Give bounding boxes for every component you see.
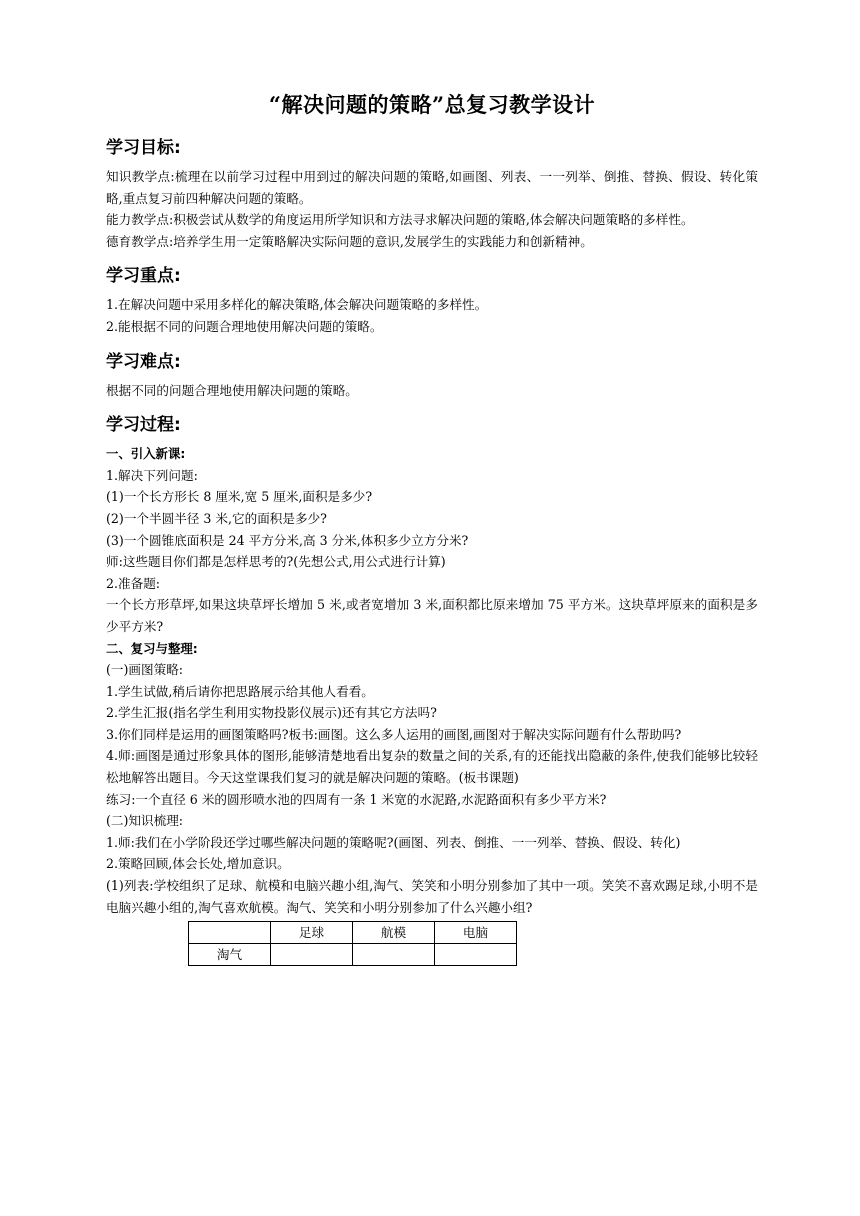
difficulties-heading: 学习难点: bbox=[106, 351, 181, 372]
difficulties-paragraph: 根据不同的问题合理地使用解决问题的策略。 bbox=[106, 382, 358, 398]
process-paragraph: 一个长方形草坪,如果这块草坪长增加 5 米,或者宽增加 3 米,面积都比原来增加 75 平方米。这块草坪原来的面积是多少平方米? bbox=[106, 597, 758, 634]
key-points-paragraph: 2.能根据不同的问题合理地使用解决问题的策略。 bbox=[106, 318, 383, 334]
process-paragraph: 2.准备题: bbox=[106, 575, 161, 591]
document-content bbox=[106, 88, 758, 966]
process-paragraph: (一)画图策略: bbox=[106, 662, 184, 678]
process-paragraph: 1.解决下列问题: bbox=[106, 467, 198, 483]
process-paragraph: (2)一个半圆半径 3 米,它的面积是多少? bbox=[106, 510, 327, 526]
process-paragraph: 1.学生试做,稍后请你把思路展示给其他人看看。 bbox=[106, 683, 374, 699]
objectives-paragraph: 能力教学点:积极尝试从数学的角度运用所学知识和方法寻求解决问题的策略,体会解决问题策略的多样性。 bbox=[106, 212, 694, 228]
part1-title: 一、引入新课: bbox=[106, 446, 186, 462]
table-header-cell bbox=[189, 922, 271, 944]
table-cell bbox=[435, 944, 517, 966]
document-title: “解决问题的策略”总复习教学设计 bbox=[268, 92, 596, 117]
process-paragraph: (3)一个圆锥底面积是 24 平方分米,高 3 分米,体积多少立方分米? bbox=[106, 532, 469, 548]
table-header-cell: 电脑 bbox=[435, 922, 517, 944]
table-header-cell: 航模 bbox=[353, 922, 435, 944]
process-paragraph: 练习:一个直径 6 米的圆形喷水池的四周有一条 1 米宽的水泥路,水泥路面积有多少平方米? bbox=[106, 791, 607, 807]
objectives-heading: 学习目标: bbox=[106, 138, 181, 158]
process-paragraph: 2.策略回顾,体会长处,增加意识。 bbox=[106, 856, 290, 872]
process-paragraph: (二)知识梳理: bbox=[106, 813, 184, 829]
table-cell: 淘气 bbox=[189, 944, 271, 966]
table-row bbox=[189, 944, 517, 966]
key-points-heading: 学习重点: bbox=[106, 266, 181, 287]
process-paragraph: (1)一个长方形长 8 厘米,宽 5 厘米,面积是多少? bbox=[106, 489, 373, 505]
process-paragraph: 1.师:我们在小学阶段还学过哪些解决问题的策略呢?(画图、列表、倒推、一一列举、替换、假设、转化) bbox=[106, 834, 681, 850]
objectives-paragraph: 知识教学点:梳理在以前学习过程中用到过的解决问题的策略,如画图、列表、一一列举、倒推、替换、假设、转化策略,重点复习前四种解决问题的策略。 bbox=[106, 169, 758, 206]
part2-title: 二、复习与整理: bbox=[106, 640, 198, 656]
process-paragraph: 2.学生汇报(指名学生利用实物投影仪展示)还有其它方法吗? bbox=[106, 705, 437, 721]
process-paragraph: (1)列表:学校组织了足球、航模和电脑兴趣小组,淘气、笑笑和小明分别参加了其中一项。笑笑不喜欢踢足球,小明不是电脑兴趣小组的,淘气喜欢航模。淘气、笑笑和小明分别参加了什么兴趣小组? bbox=[106, 878, 758, 915]
table-header-cell: 足球 bbox=[271, 922, 353, 944]
process-paragraph: 师:这些题目你们都是怎样思考的?(先想公式,用公式进行计算) bbox=[106, 554, 446, 570]
table-header-row bbox=[189, 922, 517, 944]
key-points-paragraph: 1.在解决问题中采用多样化的解决策略,体会解决问题策略的多样性。 bbox=[106, 297, 488, 313]
table-cell bbox=[353, 944, 435, 966]
process-paragraph: 4.师:画图是通过形象具体的图形,能够清楚地看出复杂的数量之间的关系,有的还能找出隐蔽的条件,使我们能够比较轻松地解答出题目。今天这堂课我们复习的就是解决问题的策略。(板书课题) bbox=[106, 748, 758, 786]
process-heading: 学习过程: bbox=[106, 415, 181, 436]
interest-group-table bbox=[188, 921, 517, 966]
table-cell bbox=[271, 944, 353, 966]
objectives-paragraph: 德育教学点:培养学生用一定策略解决实际问题的意识,发展学生的实践能力和创新精神。 bbox=[106, 233, 593, 249]
process-paragraph: 3.你们同样是运用的画图策略吗?板书:画图。这么多人运用的画图,画图对于解决实际问题有什么帮助吗? bbox=[106, 726, 682, 742]
